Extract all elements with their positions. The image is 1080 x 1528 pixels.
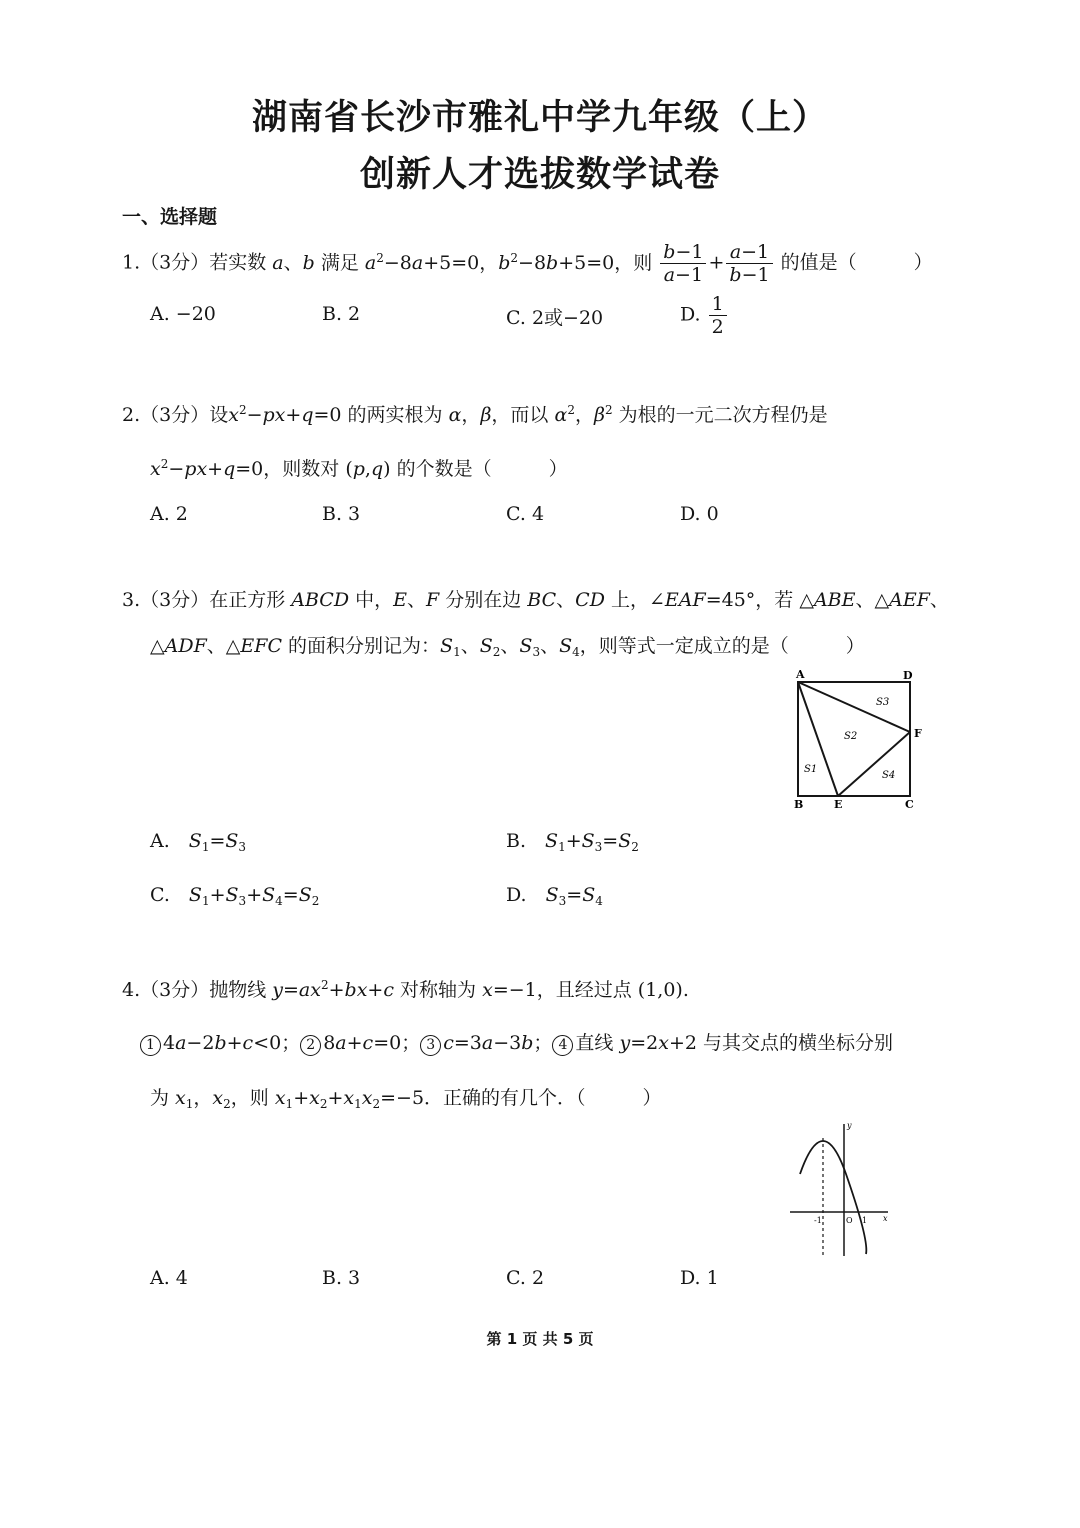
question-2-option-b: B. 3 xyxy=(322,503,361,525)
square-diagram xyxy=(786,666,926,814)
vertex-label-a: A xyxy=(796,668,805,681)
vertex-label-f: F xyxy=(914,727,922,740)
question-1-fraction-2: $\frac{a-1}{b-1}$ xyxy=(726,241,772,286)
question-4-option-a: A. 4 xyxy=(150,1267,188,1289)
question-4-option-c: C. 2 xyxy=(506,1267,545,1289)
question-1-number: 1.（3分）若实数 xyxy=(122,251,267,274)
y-axis-label: y xyxy=(847,1121,852,1130)
segment-ae xyxy=(798,682,838,796)
question-3-number: 3.（3分）在正方形 xyxy=(122,589,286,611)
question-4-number: 4.（3分）抛物线 xyxy=(122,979,267,1001)
question-1-option-a: A. −20 xyxy=(150,303,216,325)
tick-label-neg1: -1 xyxy=(814,1216,822,1225)
parabola-curve xyxy=(800,1141,866,1254)
question-2-option-d: D. 0 xyxy=(680,503,719,525)
page-footer: 第 1 页 共 5 页 xyxy=(486,1330,594,1348)
vertex-label-e: E xyxy=(834,798,843,811)
exam-title-line2: 创新人才选拔数学试卷 xyxy=(359,155,720,195)
question-2-number: 2.（3分）设 xyxy=(122,404,229,426)
tick-label-1: 1 xyxy=(862,1216,868,1225)
origin-label: O xyxy=(846,1216,853,1225)
segment-af xyxy=(798,682,910,732)
question-4-option-b: B. 3 xyxy=(322,1267,361,1289)
question-4-stem-line1: 4.（3分）抛物线 $y=ax^2+bx+c$ 对称轴为 x=−1，且经过点 (1,0). xyxy=(122,978,689,1001)
vertex-label-c: C xyxy=(905,798,914,811)
question-2-option-c: C. 4 xyxy=(506,503,545,525)
question-4-stem-line2: 1 4a−2b+c<0； 2 8a+c=0； 3 c=3a−3b； 4 直线 y=2x+2 与其交点的横坐标分别 xyxy=(140,1028,893,1056)
area-label-s2: S2 xyxy=(844,731,858,742)
exam-title-line1: 湖南省长沙市雅礼中学九年级（上） xyxy=(251,98,828,138)
question-1-fraction-1: $\frac{b-1}{a-1}$ xyxy=(660,241,706,286)
question-1-stem: 1.（3分）若实数 a、b 满足 $a^2-8a+5=0$，$b^2-8b+5=0$，则 $\frac{b-1}{a-1}$ + $\frac{a-1}{b-1}$ 的值是（ ） xyxy=(122,241,933,286)
vertex-label-b: B xyxy=(794,798,804,811)
question-3-option-b: B. $S_1+S_3=S_2$ xyxy=(506,830,639,854)
question-3-stem-line2: △ADF、△EFC 的面积分别记为：$S_1$、$S_2$、$S_3$、$S_4$，则等式一定成立的是（ ） xyxy=(150,635,865,659)
parabola-graph xyxy=(786,1118,892,1262)
section-heading-multiple-choice: 一、选择题 xyxy=(122,206,218,228)
area-label-s4: S4 xyxy=(882,770,896,781)
question-1-option-c: C. 2或−20 xyxy=(506,307,604,329)
vertex-label-d: D xyxy=(903,669,913,682)
question-2-option-a: A. 2 xyxy=(150,503,188,525)
question-2-stem-line2: $x^2-px+q=0$，则数对 (p,q) 的个数是（ ） xyxy=(150,457,568,480)
area-label-s3: S3 xyxy=(876,697,890,708)
question-1-option-b: B. 2 xyxy=(322,303,361,325)
question-2-stem-line1: 2.（3分）设$x^2-px+q=0$ 的两实根为 α，β，而以 $\alpha^2$，$\beta^2$ 为根的一元二次方程仍是 xyxy=(122,403,828,426)
question-3-option-c: C. $S_1+S_3+S_4=S_2$ xyxy=(150,884,320,908)
question-4-stem-line3: 为 $x_1$，$x_2$，则 $x_1+x_2+x_1x_2=-5$．正确的有几个．（ ） xyxy=(150,1087,662,1111)
question-3-option-a: A. $S_1=S_3$ xyxy=(150,830,247,854)
area-label-s1: S1 xyxy=(804,764,818,775)
x-axis-label: x xyxy=(883,1214,888,1223)
question-4-option-d: D. 1 xyxy=(680,1267,719,1289)
question-1-option-d: D. $\frac{1}{2}$ xyxy=(680,293,729,338)
question-3-stem-line1: 3.（3分）在正方形 ABCD 中，E、F 分别在边 BC、CD 上，∠EAF=45°，若 △ABE、△AEF、 xyxy=(122,589,949,611)
question-3-option-d: D. $S_3=S_4$ xyxy=(506,884,603,908)
